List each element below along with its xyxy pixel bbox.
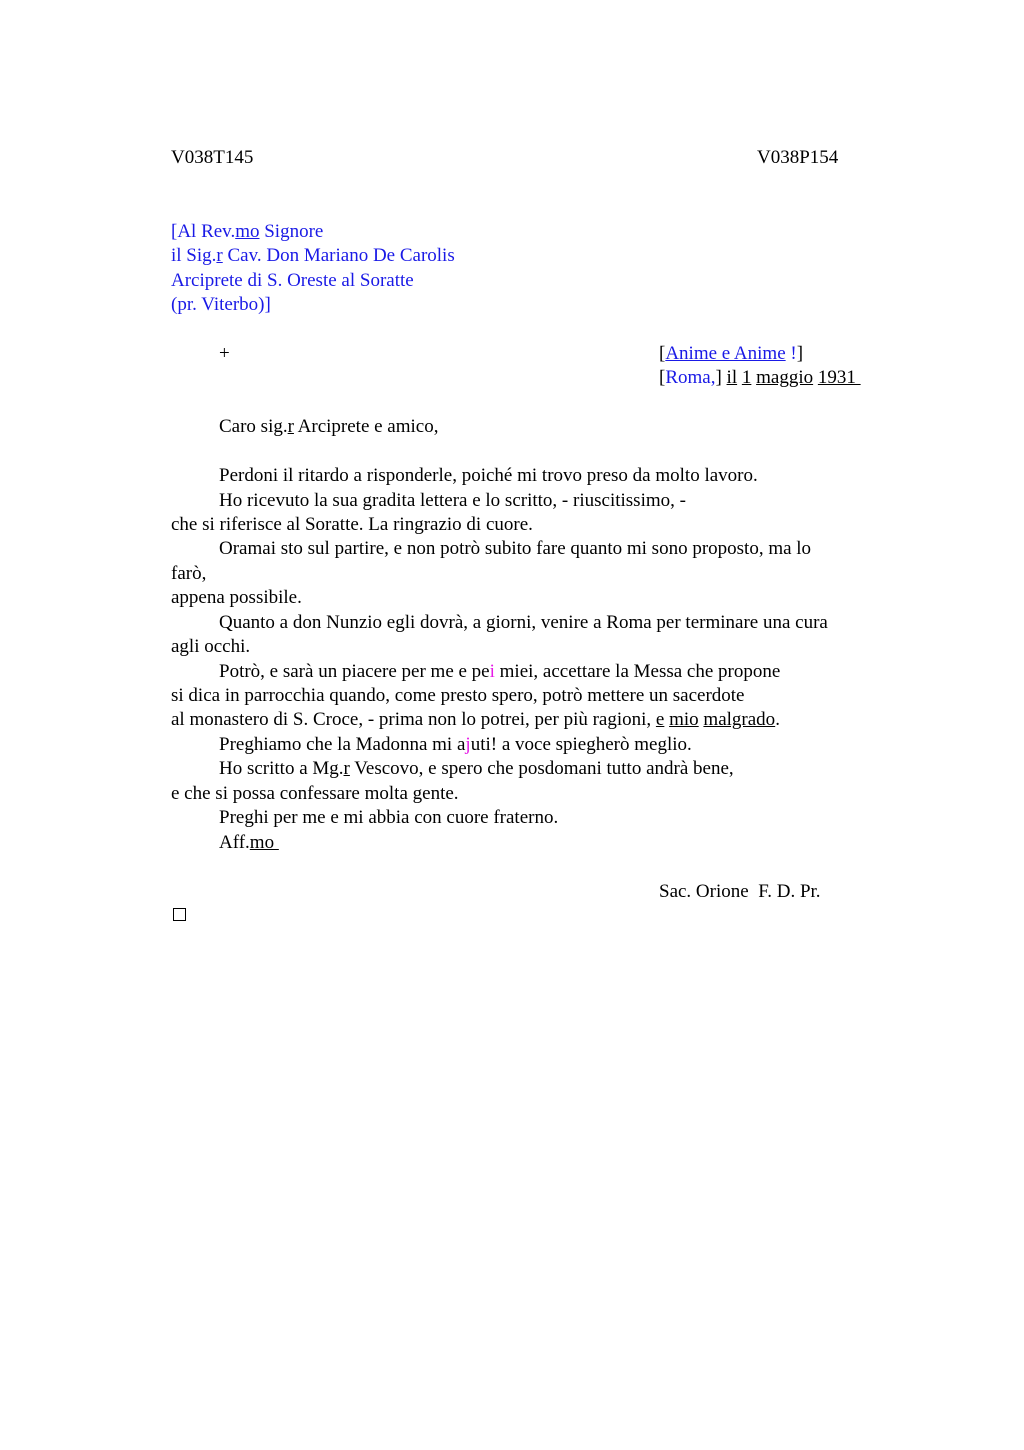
end-square-icon bbox=[173, 908, 186, 921]
body-line: che si riferisce al Soratte. La ringrazio di cuore. bbox=[171, 514, 533, 535]
body-line: Perdoni il ritardo a risponderle, poiché mi trovo preso da molto lavoro. bbox=[219, 465, 758, 486]
body-line: Oramai sto sul partire, e non potrò subito fare quanto mi sono proposto, ma lo bbox=[219, 538, 812, 559]
address-line-1: [Al Rev.mo Signore bbox=[171, 221, 324, 242]
address-line-4: (pr. Viterbo)] bbox=[171, 294, 271, 315]
body-line: Ho ricevuto la sua gradita lettera e lo scritto, - riuscitissimo, - bbox=[219, 490, 686, 511]
body-line: al monastero di S. Croce, - prima non lo potrei, per più ragioni, e mio malgrado. bbox=[171, 709, 780, 730]
document-code-left: V038T145 bbox=[171, 147, 254, 168]
closing: Aff.mo bbox=[219, 832, 279, 853]
letter-date: [Roma,] il 1 maggio 1931 bbox=[659, 367, 861, 388]
body-line: Potrò, e sarà un piacere per me e pei miei, accettare la Messa che propone bbox=[219, 661, 781, 682]
body-line: appena possibile. bbox=[171, 587, 302, 608]
body-line: Preghiamo che la Madonna mi ajuti! a voce spiegherò meglio. bbox=[219, 734, 692, 755]
body-line: e che si possa confessare molta gente. bbox=[171, 783, 459, 804]
signature: Sac. Orione F. D. Pr. bbox=[659, 881, 821, 902]
letter-title: [Anime e Anime !] bbox=[659, 343, 804, 364]
body-line: agli occhi. bbox=[171, 636, 251, 657]
cross-mark: + bbox=[219, 343, 230, 364]
address-line-3: Arciprete di S. Oreste al Soratte bbox=[171, 270, 414, 291]
body-line: Preghi per me e mi abbia con cuore fraterno. bbox=[219, 807, 559, 828]
salutation: Caro sig.r Arciprete e amico, bbox=[219, 416, 439, 437]
body-line: Quanto a don Nunzio egli dovrà, a giorni, venire a Roma per terminare una cura bbox=[219, 612, 828, 633]
body-line: Ho scritto a Mg.r Vescovo, e spero che posdomani tutto andrà bene, bbox=[219, 758, 734, 779]
body-line: si dica in parrocchia quando, come presto spero, potrò mettere un sacerdote bbox=[171, 685, 745, 706]
address-line-2: il Sig.r Cav. Don Mariano De Carolis bbox=[171, 245, 455, 266]
document-code-right: V038P154 bbox=[757, 147, 839, 168]
body-line: farò, bbox=[171, 563, 207, 584]
